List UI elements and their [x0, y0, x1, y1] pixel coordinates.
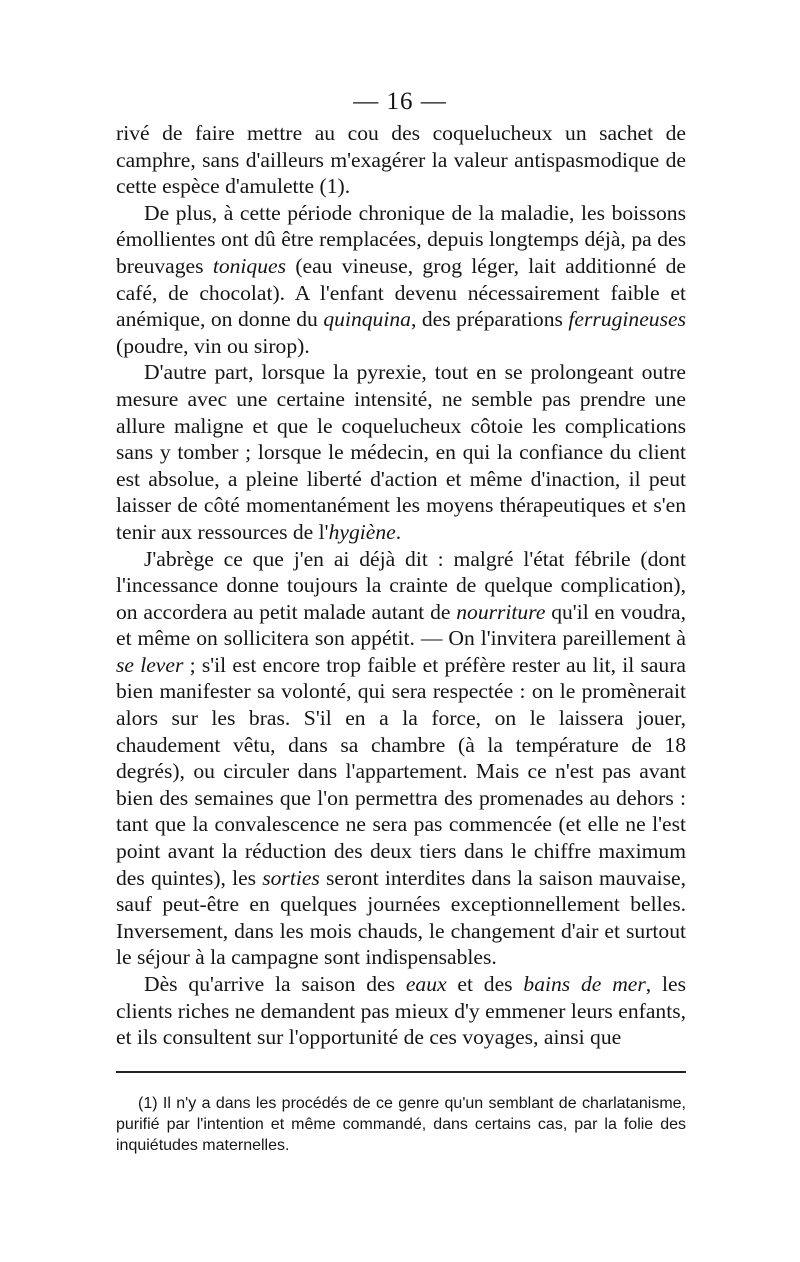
italic-run: ferrugineuses [568, 307, 686, 332]
paragraph [116, 546, 686, 972]
text-run: , des préparations [410, 307, 569, 332]
italic-run: nourriture [456, 599, 546, 624]
footnote [116, 1093, 686, 1156]
text-run: et des [446, 972, 524, 996]
text-run: Dès qu'arrive la saison des [144, 972, 406, 996]
italic-run: sorties [262, 865, 320, 890]
text-run: D'autre part, lorsque la pyrexie, tout en se prolongeant outre mesure avec une certaine intensité, ne semble pas prendre une allure maligne et que le coquelucheux côtoie les complications sans y tomber ; lorsque le médecin, en qui la confiance du client est absolue, a pleine liberté d'action et même d'inaction, il peut laisser de côté momentanément les moyens thérapeutiques et s'en tenir aux ressources de l' [116, 360, 686, 544]
italic-run: bains de mer [523, 972, 646, 996]
text-run: . [395, 519, 402, 544]
italic-run: quinquina [323, 307, 411, 332]
text-run: (poudre, vin ou sirop). [116, 333, 310, 358]
italic-run: se lever [116, 652, 184, 677]
text-run: seront interdites dans la saison mauvaise, sauf peut-être en quelques journées exceptionnellement belles. Inversement, dans les mois chauds, le changement d'air et surtout le séjour à la campagne sont indispensables. [116, 865, 686, 970]
footnote-text: (1) Il n'y a dans les procédés de ce genre qu'un semblant de charlatanisme, purifié par l'intention et même commandé, dans certains cas, par la folie des inquiétudes maternelles. [116, 1095, 686, 1154]
paragraph [116, 359, 686, 545]
text-run: De plus, à cette période chronique de la maladie, les boissons émollientes ont dû être remplacées, depuis longtemps déjà, pa des breuvages [116, 200, 686, 278]
text-run: ; s'il est encore trop faible et préfère rester au lit, il saura bien manifester sa volonté, qui sera respectée : on le promènerait alors sur les bras. S'il en a la force, on le laissera jouer, chaudement vêtu, dans sa chambre (à la température de 18 degrés), ou circuler dans l'appartement. Mais ce n'est pas avant bien des semaines que l'on permettra des promenades au dehors : tant que la convalescence ne sera pas commencée (et elle ne l'est point avant la réduction des deux tiers dans le chiffre maximum des quintes), les [116, 652, 687, 890]
footnote-divider [116, 1071, 686, 1073]
italic-run: eaux [405, 972, 447, 996]
text-run: rivé de faire mettre au cou des coquelucheux un sachet de camphre, sans d'ailleurs m'exagérer la valeur antispasmodique de cette espèce d'amulette (1). [116, 121, 686, 199]
text-run: (eau vineuse, grog léger, lait additionné de café, de chocolat). A l'enfant devenu nécessairement faible et anémique, on donne du [116, 253, 686, 332]
paragraph [116, 971, 686, 1051]
paragraph [116, 120, 686, 200]
italic-run: toniques [212, 253, 287, 278]
text-run: , les clients riches ne demandent pas mieux d'y emmener leurs enfants, et ils consultent sur l'opportunité de ces voyages, ainsi que [116, 972, 686, 1050]
page-number: — 16 — [353, 88, 447, 115]
paragraph [116, 200, 686, 360]
body-text [116, 120, 686, 1051]
text-run: J'abrège ce que j'en ai déjà dit : malgré l'état fébrile (dont l'incessance donne toujours la crainte de quelque complication), on accordera au petit malade autant de [116, 546, 686, 624]
text-run: qu'il en voudra, et même on sollicitera son appétit. — On l'invitera pareillement à [116, 599, 687, 651]
italic-run: hygiène [328, 519, 396, 544]
